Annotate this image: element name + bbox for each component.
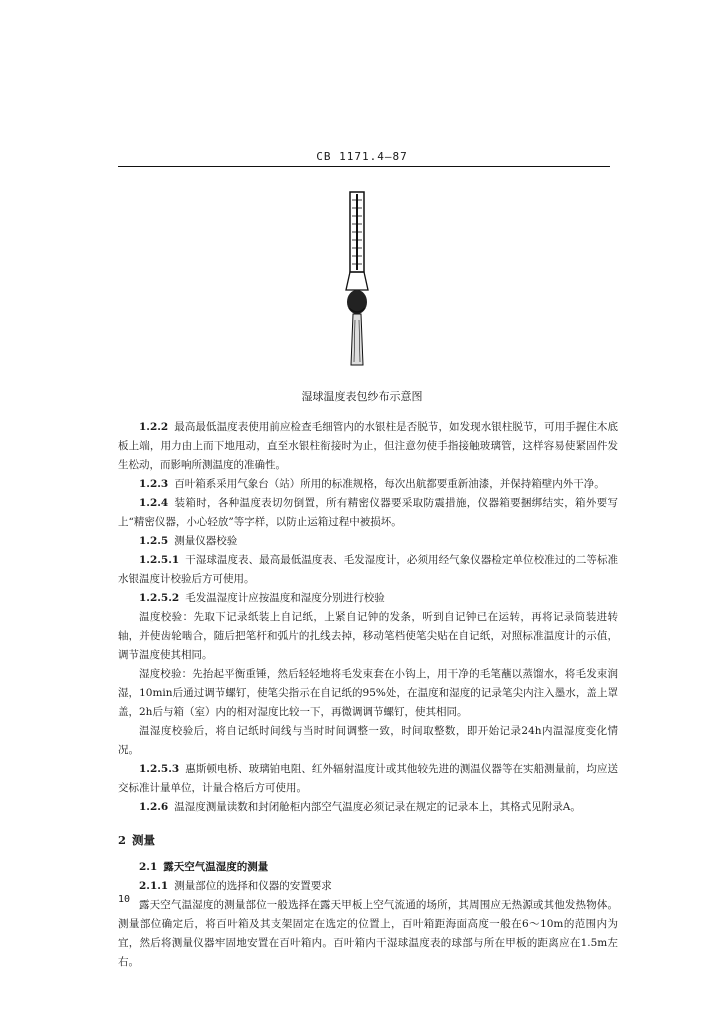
clause-number: 1.2.5.2: [139, 592, 180, 604]
clause-number: 1.2.4: [139, 497, 169, 509]
clause-1-2-5-1: [118, 551, 618, 589]
clause-number: 1.2.3: [139, 478, 169, 490]
clause-text: 干湿球温度表、最高最低温度表、毛发湿度计，必须用经气象仪器检定单位校准过的二等标准水银温度计校验后方可使用。: [118, 554, 618, 585]
clause-text: 测量部位的选择和仪器的安置要求: [174, 880, 332, 892]
section-number: 2: [118, 833, 127, 847]
clause-text: 测量仪器校验: [174, 535, 238, 547]
clause-text: 露天空气温湿度的测量: [163, 861, 269, 873]
clause-1-2-5-2: [118, 589, 618, 608]
clause-1-2-2: [118, 418, 618, 475]
figure-caption: 湿球温度表包纱布示意图: [301, 390, 423, 403]
page-number: 10: [118, 894, 131, 905]
clause-1-2-4: [118, 494, 618, 532]
clause-number: 1.2.6: [139, 801, 169, 813]
clause-number: 2.1.1: [139, 880, 169, 892]
standard-code-header: CB 1171.4—87: [316, 150, 408, 163]
clause-text: 惠斯顿电桥、玻璃铂电阻、红外辐射温度计或其他较先进的测温仪器等在实船测量前，均应送交标准计量单位，计量合格后方可使用。: [118, 763, 618, 794]
section-2-heading: [118, 831, 618, 850]
clause-number: 2.1: [139, 861, 158, 873]
clause-1-2-3: [118, 475, 618, 494]
paragraph-after-calibration: 温湿度校验后，将自记纸时间线与当时时间调整一致，时间取整数，即开始记录24h内温湿度变化情况。: [118, 725, 618, 756]
clause-text: 毛发温湿度计应按温度和湿度分别进行校验: [185, 592, 385, 604]
clause-number: 1.2.5.1: [139, 554, 180, 566]
paragraph-measurement-location: 露天空气温湿度的测量部位一般选择在露天甲板上空气流通的场所，其周围应无热源或其他发热物体。测量部位确定后，将百叶箱及其支架固定在选定的位置上，百叶箱距海面高度一般在6～10m的范围内为宜，然后将测量仪器牢固地安置在百叶箱内。百叶箱内干湿球温度表的球部与所在甲板的距离应在1.5m左右。: [118, 899, 618, 968]
clause-1-2-6: [118, 798, 618, 817]
clause-number: 1.2.2: [139, 421, 169, 433]
header-rule: [118, 166, 610, 167]
clause-2-1: [118, 858, 618, 877]
clause-2-1-1: [118, 877, 618, 896]
wet-bulb-thermometer-figure: [322, 190, 392, 380]
section-title: 测量: [132, 833, 156, 847]
clause-number: 1.2.5.3: [139, 763, 180, 775]
clause-text: 百叶箱系采用气象台（站）所用的标准规格，每次出航都要重新油漆，并保持箱壁内外干净。: [174, 478, 605, 490]
clause-1-2-5-3: [118, 760, 618, 798]
paragraph-humidity-calibration: 湿度校验：先抬起平衡重锤，然后轻轻地将毛发束套在小钩上，用干净的毛笔蘸以蒸馏水，将毛发束润湿，10min后通过调节螺钉，使笔尖指示在自记纸的95%处，在温度和湿度的记录笔尖内注入墨水，盖上罩盖，2h后与箱（室）内的相对湿度比较一下，再微调调节螺钉，使其相同。: [118, 668, 618, 718]
paragraph-temperature-calibration: 温度校验：先取下记录纸装上自记纸，上紧自记钟的发条，听到自记钟已在运转，再将记录筒装进转轴，并使齿轮啮合，随后把笔杆和弧片的扎线去掉，移动笔档使笔尖贴在自记纸，对照标准温度计的示值，调节温度使其相同。: [118, 611, 618, 661]
clause-text: 温湿度测量读数和封闭舱柜内部空气温度必须记录在规定的记录本上，其格式见附录A。: [174, 801, 581, 813]
clause-text: 最高最低温度表使用前应检查毛细管内的水银柱是否脱节，如发现水银柱脱节，可用手握住木底板上端，用力由上而下地甩动，直至水银柱衔接时为止，但注意勿使手指接触玻璃管，这样容易使紧固件发生松动，而影响所测温度的准确性。: [118, 421, 618, 471]
clause-1-2-5: [118, 532, 618, 551]
clause-text: 装箱时，各种温度表切勿倒置，所有精密仪器要采取防震措施，仪器箱要捆绑结实，箱外要写上“精密仪器，小心轻放”等字样，以防止运箱过程中被损坏。: [118, 497, 618, 528]
document-body: [118, 418, 618, 972]
clause-number: 1.2.5: [139, 535, 169, 547]
